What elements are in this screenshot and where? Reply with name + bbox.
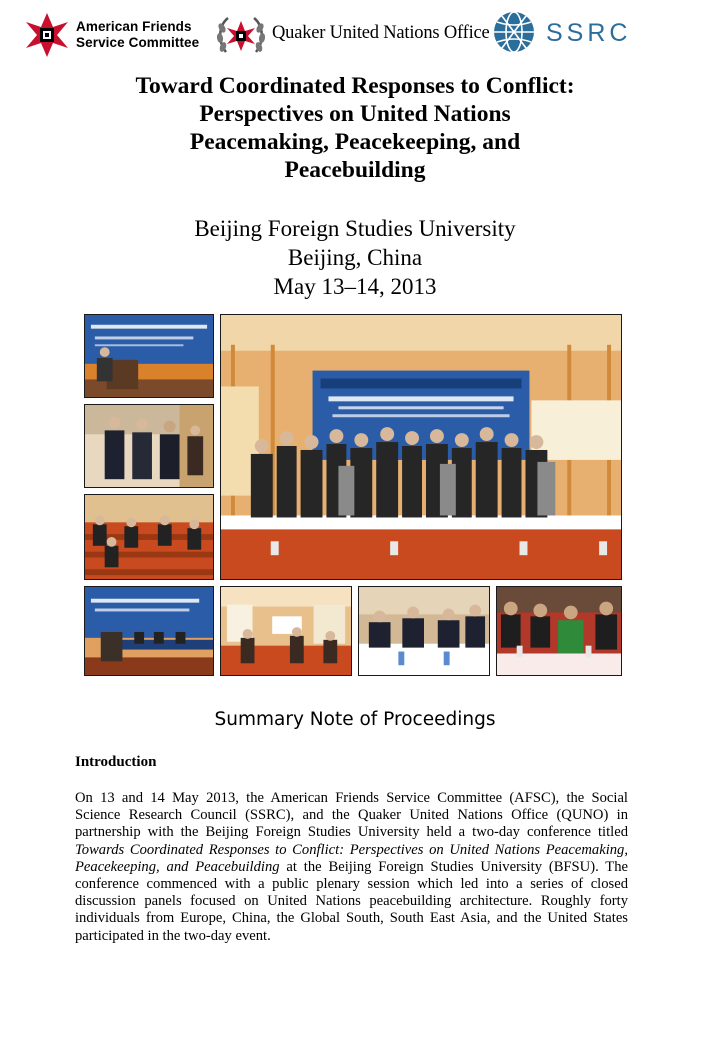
ssrc-logo [492,10,662,60]
afsc-logo [24,10,204,60]
title-line-4: Peacebuilding [284,157,426,183]
photo-discussion-audience [496,586,622,676]
ssrc-logo-text: SSRC [546,19,632,47]
introduction-heading: Introduction [75,754,157,770]
afsc-name-line1: American Friends [76,19,192,34]
photo-group-portrait [220,314,622,580]
intro-conference-title: Towards Coordinated Responses to Conflict: Perspectives on United Nations Peacemaking, Peacekeeping, and Peacebuilding [75,841,628,875]
title-line-1: Toward Coordinated Responses to Conflict: [135,73,575,99]
quno-logo [216,10,490,60]
event-venue: Beijing Foreign Studies University [194,216,516,241]
intro-text-part1: On 13 and 14 May 2013, the American Friends Service Committee (AFSC), the Social Science Research Council (SSRC), and the Quaker United Nations Office (QUNO) in partnership with the Beijing Foreign Studies University held a two-day conference titled [75,790,628,841]
quno-logo-text: Quaker United Nations Office [272,23,490,43]
logo-bar [24,10,684,60]
wreath-icon [216,12,266,58]
intro-text-part2: at the Beijing Foreign Studies University (BFSU). The conference commenced with a public plenary session which led into a series of closed discussion panels focused on United Nations peacebuilding architecture. Roughly forty individuals from Europe, China, the Global South, South East Asia, and the United States participated in the two-day event. [75,858,628,944]
photo-roundtable [358,586,490,676]
event-location: Beijing, China [287,245,423,270]
title-line-2: Perspectives on United Nations [199,101,511,127]
summary-heading: Summary Note of Proceedings [214,709,496,730]
document-title [30,72,680,184]
globe-icon [492,10,536,54]
photo-hall-interior [220,586,352,676]
photo-speaker-podium [84,314,214,398]
afsc-logo-text [76,19,216,51]
photo-handshake [84,404,214,488]
afsc-star-icon [24,12,70,58]
title-line-3: Peacemaking, Peacekeeping, and [189,129,521,155]
photo-collage [84,314,622,676]
event-date: May 13–14, 2013 [273,274,437,299]
afsc-name-line2: Service Committee [76,35,200,50]
photo-seated-audience [84,494,214,580]
photo-panel-stage [84,586,214,676]
event-details [30,214,680,301]
introduction-paragraph [75,790,628,945]
